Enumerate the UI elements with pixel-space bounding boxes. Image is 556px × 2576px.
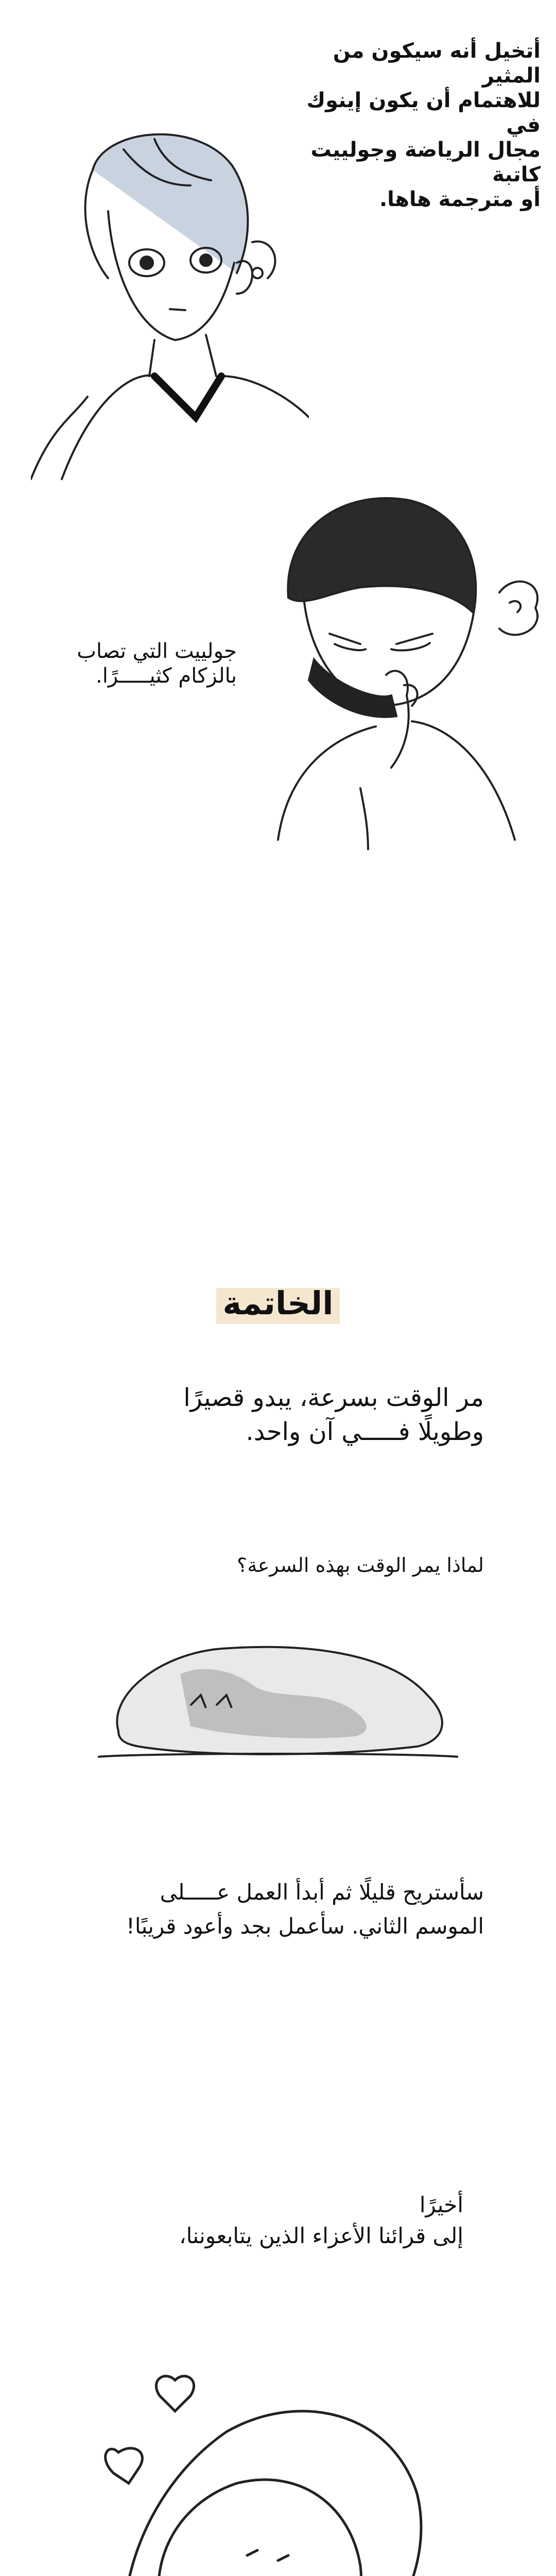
afterword-title: الخاتمة — [222, 1284, 334, 1322]
enoch-illustration — [257, 479, 546, 850]
heart-icon — [106, 2448, 143, 2483]
para-line: وطويلًا فـــــي آن واحد. — [246, 1417, 484, 1446]
para-line: مر الوقت بسرعة، يبدو قصيرًا — [183, 1383, 484, 1412]
caption-line: بالزكام كثيـــــرًا. — [96, 664, 237, 688]
afterword-para-2: لماذا يمر الوقت بهذه السرعة؟ — [237, 1554, 484, 1577]
panel-juliet-sketch — [31, 108, 309, 495]
para-line: أخيرًا — [419, 2192, 463, 2217]
caption-line: للاهتمام أن يكون إينوك في — [306, 89, 541, 137]
caption-line: أو مترجمة هاها. — [379, 188, 541, 211]
caption-line: أتخيل أنه سيكون من المثير — [333, 39, 541, 88]
para-line: سأستريح قليلًا ثم أبدأ العمل عـــــلى — [160, 1879, 484, 1905]
sleeping-blob-illustration — [98, 1618, 458, 1767]
afterword-para-4 — [62, 2190, 463, 2251]
juliet-illustration — [31, 108, 309, 495]
heart-blob-illustration — [103, 2370, 463, 2576]
blob-sketch — [98, 1618, 458, 1767]
para-line: الموسم الثاني. سأعمل بجد وأعود قريبًا! — [126, 1913, 484, 1939]
afterword-para-3 — [62, 1875, 484, 1943]
panel2-caption — [31, 639, 237, 688]
caption-line: جولييت التي تصاب — [77, 639, 237, 663]
panel1-caption — [268, 39, 541, 212]
heart-icon — [156, 2376, 194, 2411]
hearts-sketch — [103, 2370, 463, 2576]
panel-sick-sketch — [257, 479, 546, 850]
caption-line: مجال الرياضة وجولييت كاتبة — [310, 138, 541, 187]
para-line: إلى قرائنا الأعزاء الذين يتابعوننا، — [179, 2223, 463, 2248]
afterword-para-1 — [62, 1381, 484, 1449]
